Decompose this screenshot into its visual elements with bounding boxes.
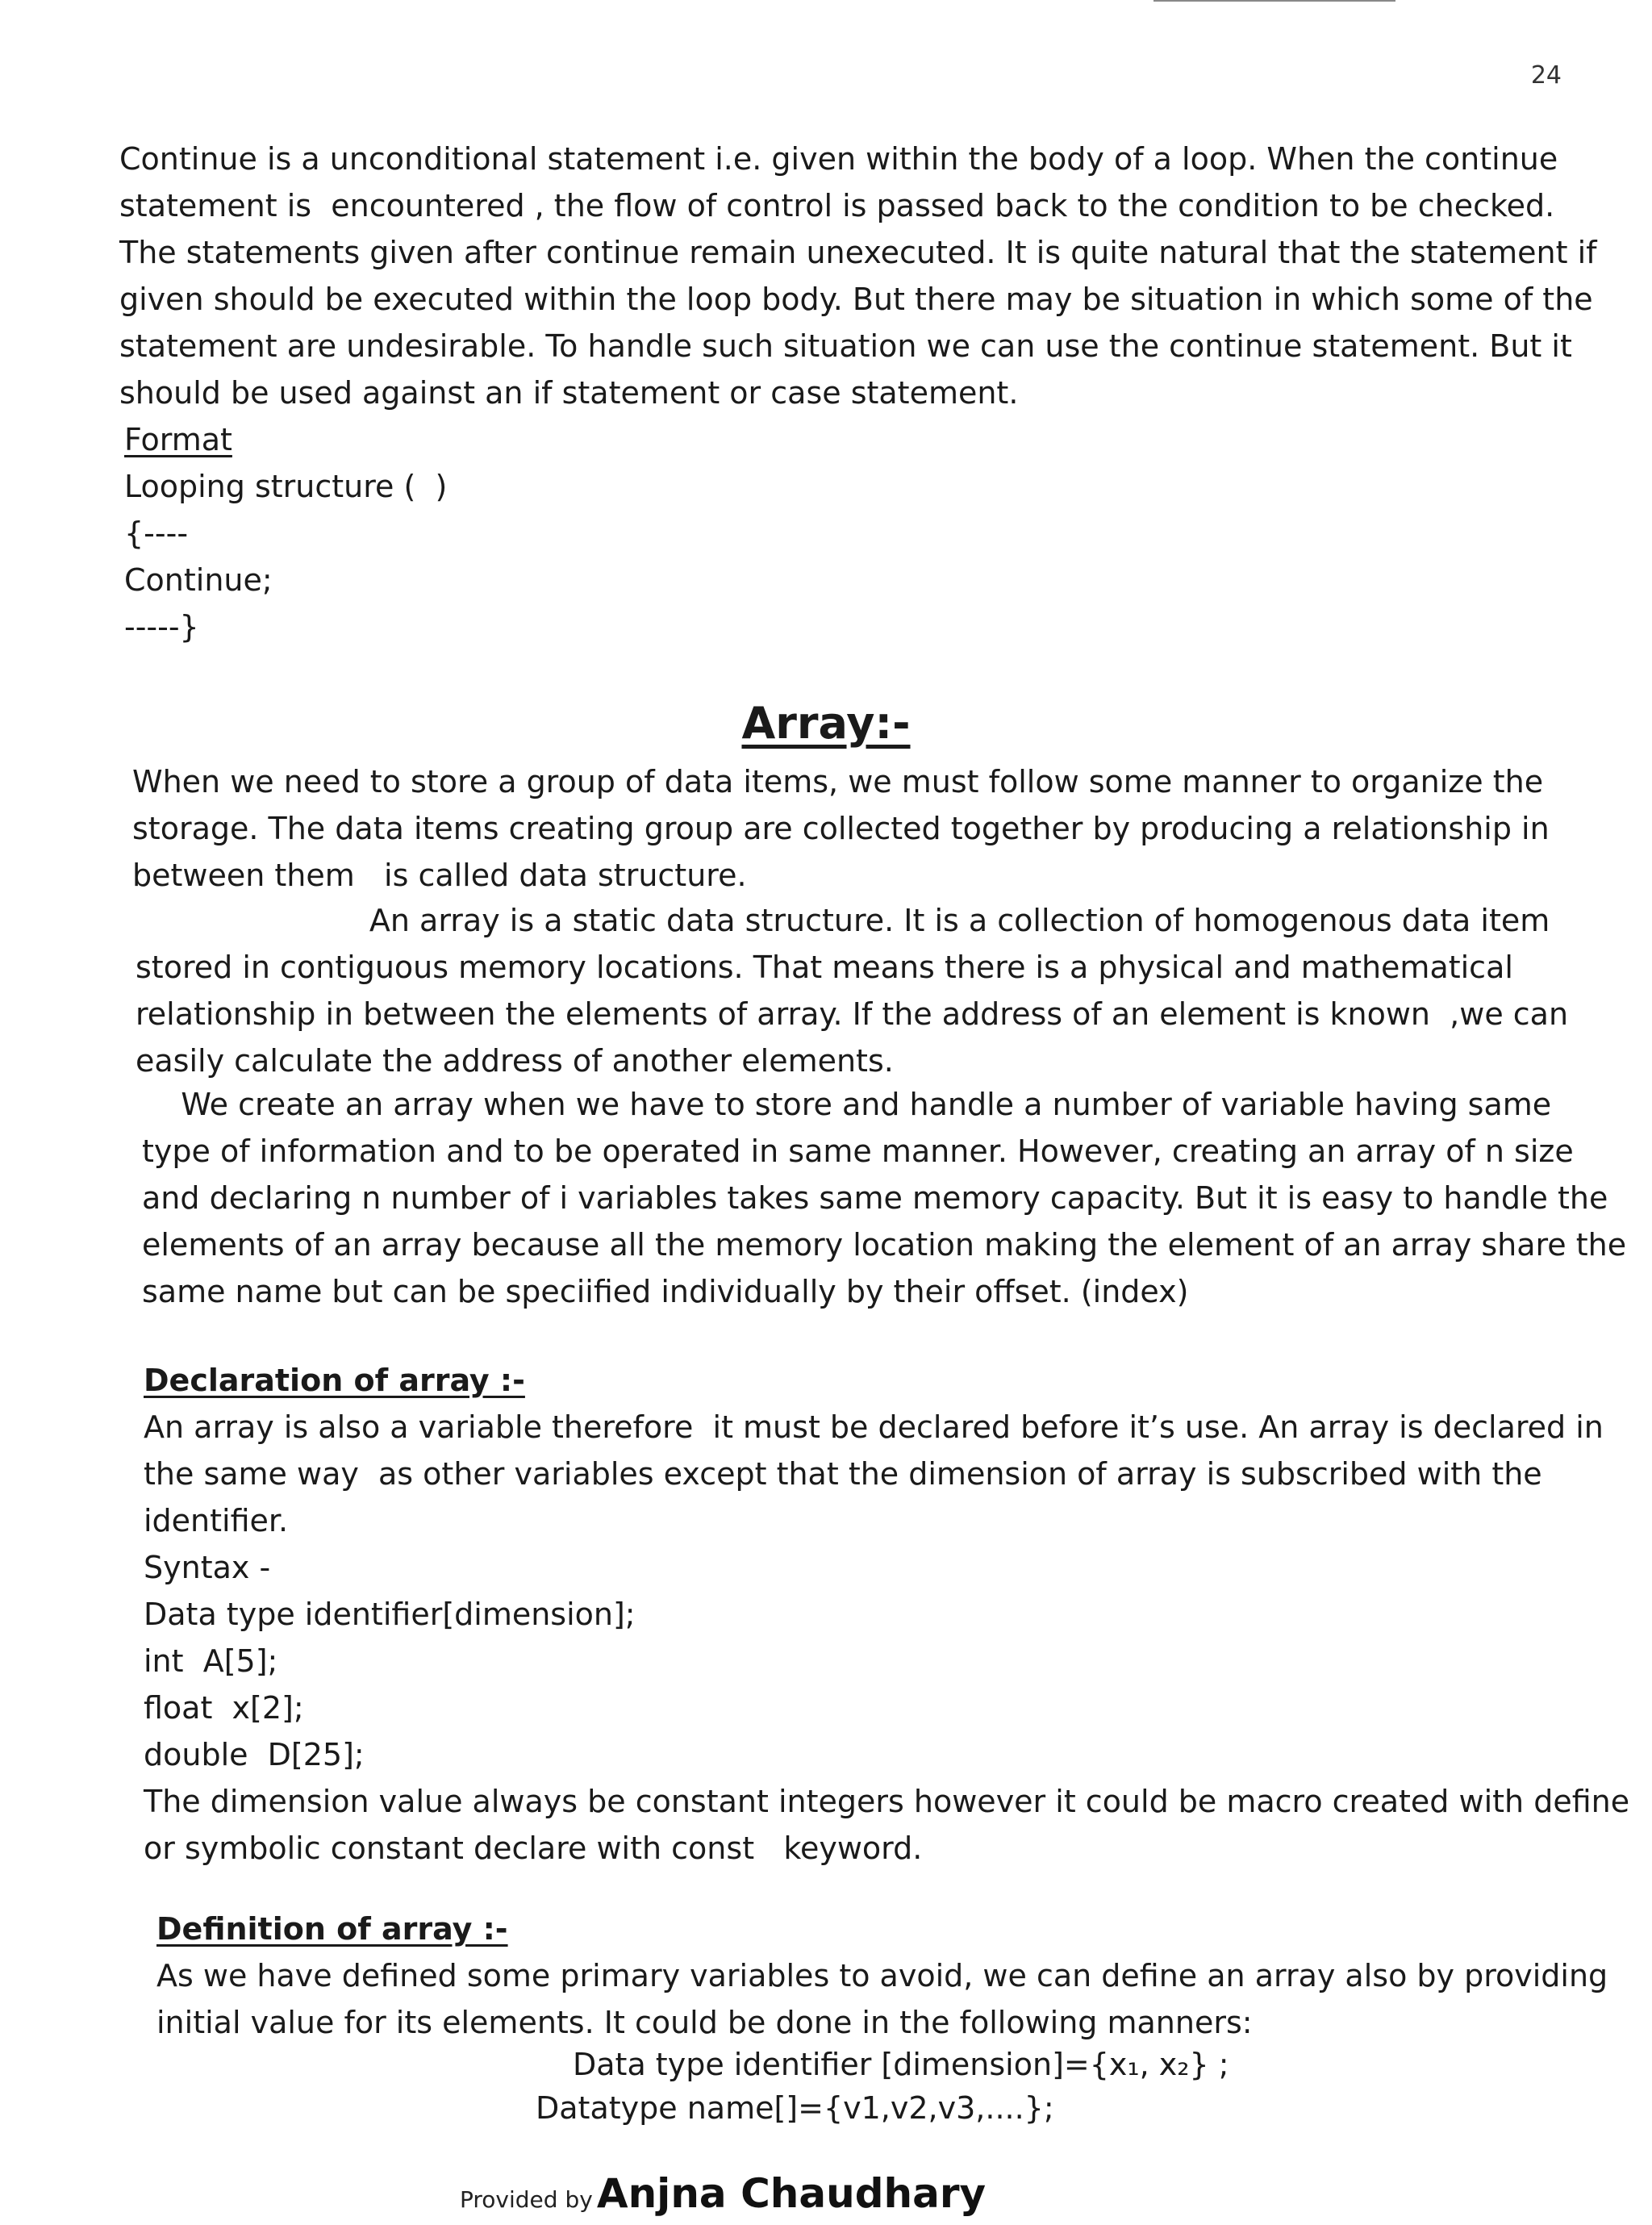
text-line: given should be executed within the loop body. But there may be situation in which some of the — [119, 282, 1593, 317]
text-line: We create an array when we have to store and handle a number of variable having same — [142, 1087, 1552, 1122]
text-line: storage. The data items creating group are collected together by producing a relationship in — [132, 811, 1550, 846]
text-line: stored in contiguous memory locations. That means there is a physical and mathematical — [136, 950, 1513, 985]
text-line: An array is a static data structure. It is a collection of homogenous data item — [136, 903, 1550, 938]
text-line: identifier. — [144, 1503, 289, 1538]
syntax-line: Datatype name[]={v1,v2,v3,....}; — [536, 2090, 1054, 2126]
text-line: As we have defined some primary variables to avoid, we can define an array also by providing — [156, 1958, 1608, 1993]
text-line: The statements given after continue remain unexecuted. It is quite natural that the statement if — [119, 235, 1597, 270]
text-line: or symbolic constant declare with const keyword. — [144, 1831, 923, 1866]
format-line: Looping structure ( ) — [124, 469, 448, 504]
text-line: When we need to store a group of data items, we must follow some manner to organize the — [132, 764, 1544, 799]
text-line: double D[25]; — [144, 1737, 365, 1772]
footer-author: Anjna Chaudhary — [596, 2170, 987, 2217]
text-line: int A[5]; — [144, 1643, 278, 1679]
text-line: The dimension value always be constant integers however it could be macro created with define — [144, 1784, 1630, 1819]
text-line: between them is called data structure. — [132, 858, 747, 893]
text-line: type of information and to be operated in same manner. However, creating an array of n size — [142, 1133, 1574, 1169]
text-line: and declaring n number of i variables takes same memory capacity. But it is easy to handle the — [142, 1180, 1608, 1216]
text-line: Continue is a unconditional statement i.e. given within the body of a loop. When the continue — [119, 141, 1558, 177]
text-line: float x[2]; — [144, 1690, 304, 1726]
format-label: Format — [124, 422, 232, 457]
array-heading: Array:- — [741, 698, 911, 749]
definition-section — [156, 1906, 1608, 2046]
continue-format — [124, 416, 1652, 650]
text-line: same name but can be speciified individually by their offset. (index) — [142, 1274, 1189, 1309]
text-line: elements of an array because all the memory location making the element of an array share the — [142, 1227, 1627, 1263]
text-line: should be used against an if statement or case statement. — [119, 375, 1019, 411]
page-number: 24 — [1530, 61, 1562, 90]
text-line: Data type identifier[dimension]; — [144, 1597, 636, 1632]
top-rule — [1153, 0, 1395, 2]
continue-paragraph — [119, 136, 1604, 416]
format-line: {---- — [124, 516, 189, 551]
format-line: Continue; — [124, 562, 273, 598]
format-line: -----} — [124, 609, 199, 645]
footer-prefix: Provided by — [460, 2186, 593, 2213]
declaration-heading: Declaration of array :- — [144, 1363, 525, 1398]
declaration-section — [144, 1357, 1630, 1872]
array-intro — [132, 758, 1604, 899]
definition-syntax-2 — [536, 2085, 1652, 2131]
syntax-line: Data type identifier [dimension]={x₁, x₂} ; — [573, 2047, 1229, 2082]
footer-credit — [460, 2170, 986, 2217]
text-line: statement is encountered , the flow of control is passed back to the condition to be checked. — [119, 188, 1555, 223]
array-usage — [142, 1081, 1627, 1315]
text-line: An array is also a variable therefore it must be declared before it’s use. An array is declared in — [144, 1409, 1604, 1445]
text-line: statement are undesirable. To handle such situation we can use the continue statement. But it — [119, 328, 1572, 364]
text-line: easily calculate the address of another elements. — [136, 1043, 894, 1079]
definition-syntax-1 — [573, 2041, 1652, 2088]
text-line: Syntax - — [144, 1550, 271, 1585]
definition-heading: Definition of array :- — [156, 1911, 508, 1947]
text-line: the same way as other variables except that the dimension of array is subscribed with the — [144, 1456, 1542, 1492]
text-line: relationship in between the elements of array. If the address of an element is known ,we can — [136, 996, 1569, 1032]
array-definition — [136, 897, 1604, 1084]
text-line: initial value for its elements. It could be done in the following manners: — [156, 2005, 1253, 2040]
